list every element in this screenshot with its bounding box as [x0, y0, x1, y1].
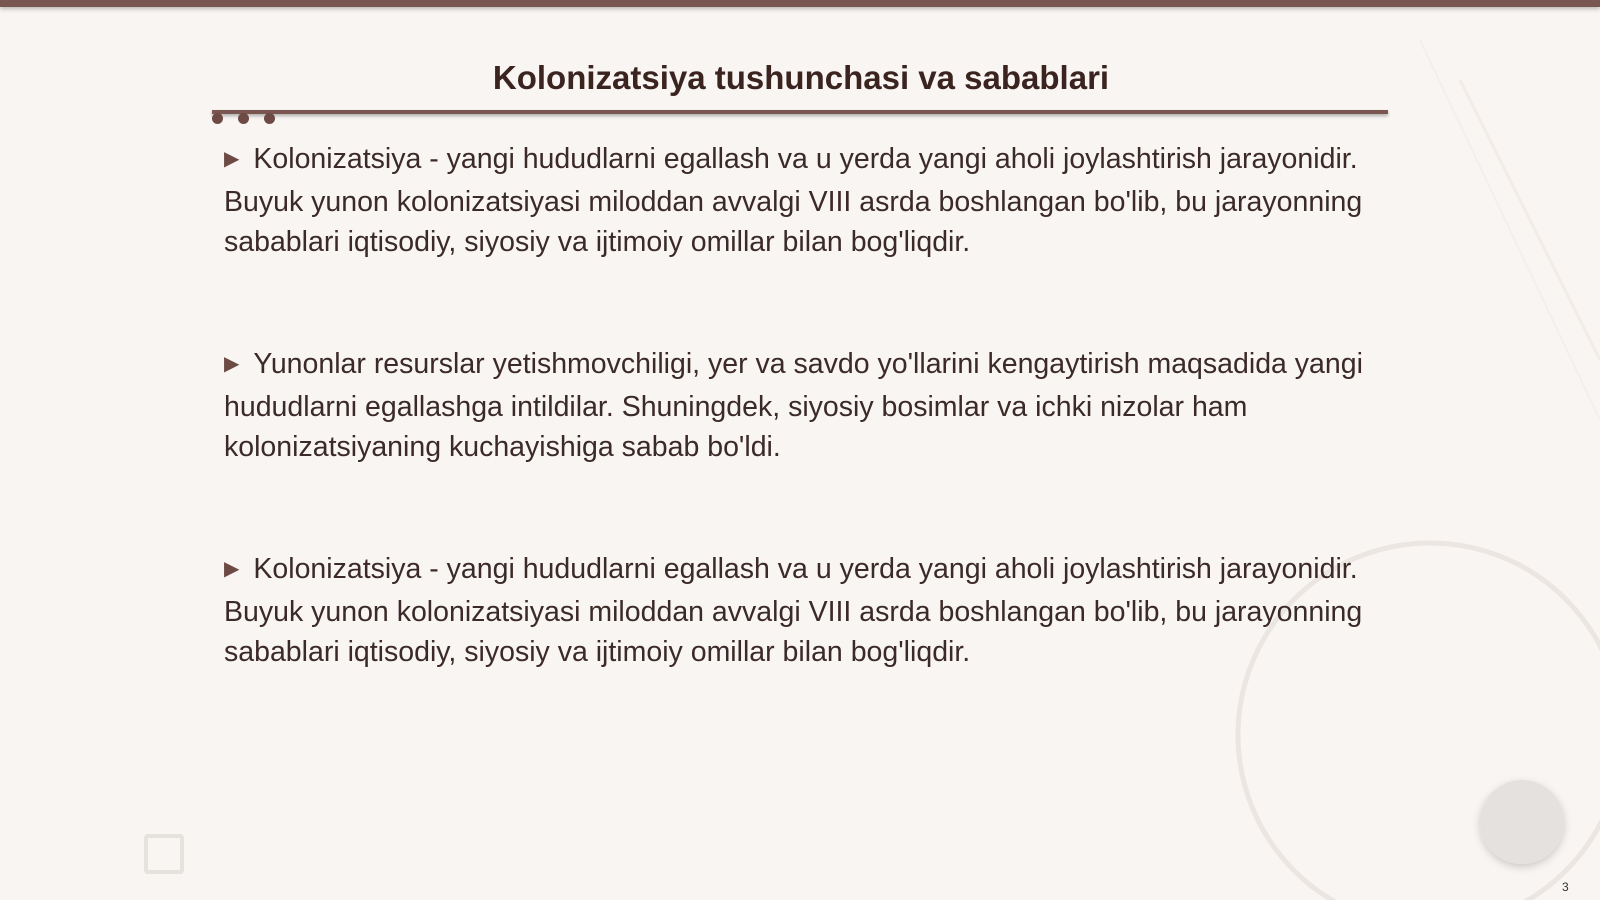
bullet-item	[224, 139, 1374, 262]
underline-dot	[212, 113, 223, 124]
triangle-bullet-icon: ▶	[224, 558, 240, 580]
title-underline-dots	[212, 113, 282, 127]
slide-body	[224, 139, 1374, 754]
triangle-bullet-icon: ▶	[224, 148, 240, 170]
slide-title: Kolonizatsiya tushunchasi va sabablari	[492, 59, 1110, 96]
bullet-text: Yunonlar resurslar yetishmovchiligi, yer va savdo yo'llarini kengaytirish maqsadida yangi hududlarni egallashga intildilar. Shuningdek, siyosiy bosimlar va ichki nizolar ham kolonizatsiyaning kuchayishiga sabab bo'ldi.	[224, 348, 1363, 463]
decorative-line	[1460, 80, 1600, 360]
underline-dot	[264, 113, 275, 124]
page-number: 3	[1562, 880, 1569, 894]
bullet-item	[224, 549, 1374, 672]
bullet-text: Kolonizatsiya - yangi hududlarni egallash va u yerda yangi aholi joylashtirish jarayonidir. Buyuk yunon kolonizatsiyasi miloddan avvalgi VIII asrda boshlangan bo'lib, bu jarayonning sabablari iqtisodiy, siyosiy va ijtimoiy omillar bilan bog'liqdir.	[224, 143, 1363, 258]
decorative-dot	[1480, 780, 1564, 864]
bullet-text: Kolonizatsiya - yangi hududlarni egallash va u yerda yangi aholi joylashtirish jarayonidir. Buyuk yunon kolonizatsiyasi miloddan avvalgi VIII asrda boshlangan bo'lib, bu jarayonning sabablari iqtisodiy, siyosiy va ijtimoiy omillar bilan bog'liqdir.	[224, 553, 1363, 668]
triangle-bullet-icon: ▶	[224, 353, 240, 375]
decorative-square	[146, 836, 182, 872]
underline-dot	[238, 113, 249, 124]
bullet-item	[224, 344, 1374, 467]
top-accent-bar	[0, 0, 1600, 7]
decorative-line	[1420, 40, 1600, 420]
title-underline	[212, 110, 1388, 114]
